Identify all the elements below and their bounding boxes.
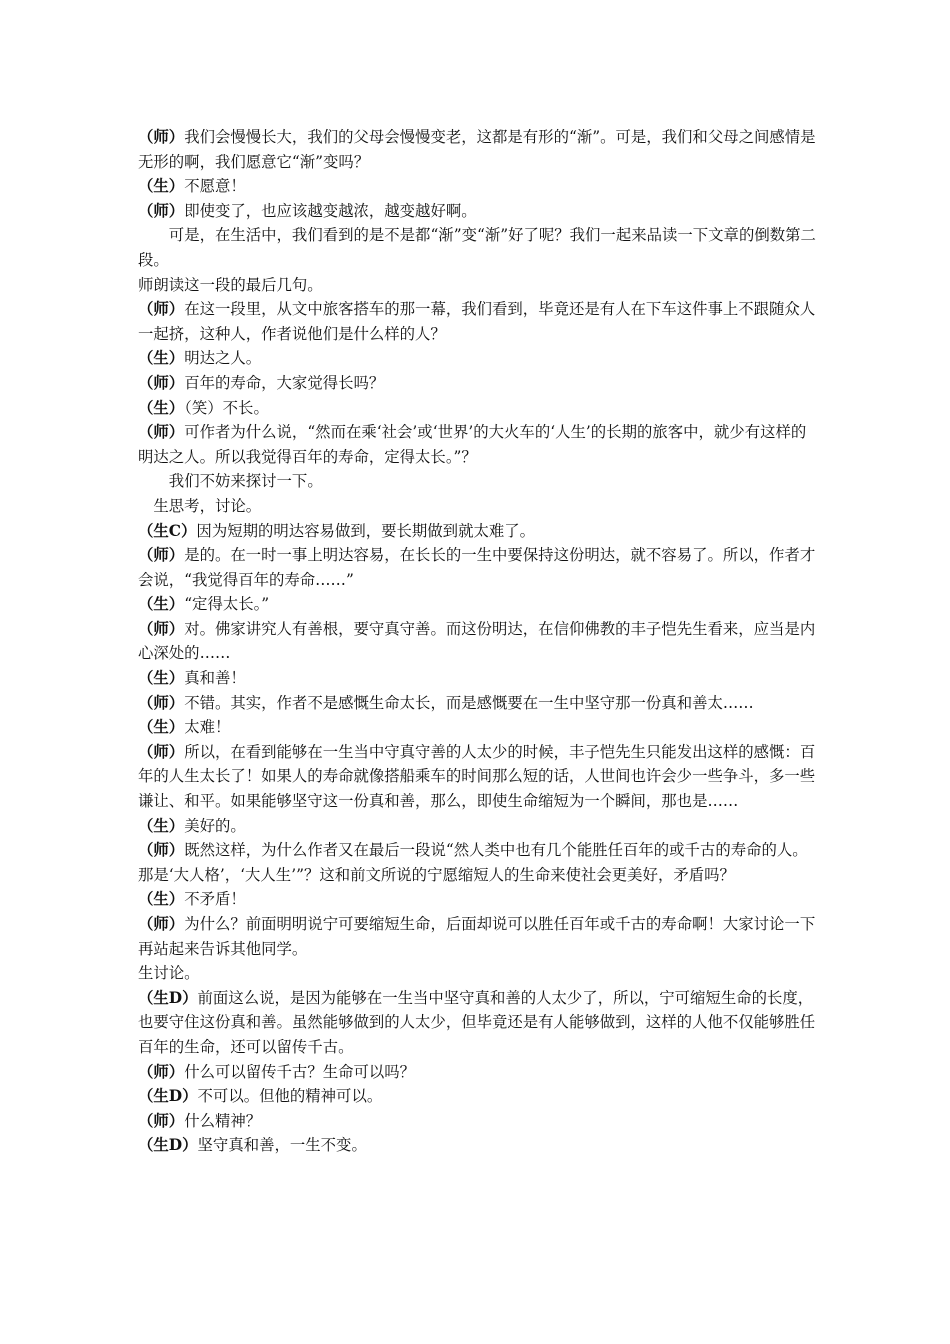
line-text: 我们不妨来探讨一下。 bbox=[168, 472, 323, 491]
dialogue-line bbox=[138, 814, 818, 839]
speaker-label: （师） bbox=[138, 201, 185, 220]
dialogue-line bbox=[138, 494, 818, 519]
line-text: 为什么？前面明明说宁可要缩短生命，后面却说可以胜任百年或千古的寿命啊！大家讨论一下再站起来告诉其他同学。 bbox=[138, 915, 816, 958]
speaker-label: （生） bbox=[138, 595, 185, 614]
line-text: 明达之人。 bbox=[184, 349, 262, 368]
line-text: 前面这么说，是因为能够在一生当中坚守真和善的人太少了，所以，宁可缩短生命的长度，也要守住这份真和善。虽然能够做到的人太少，但毕竟还是有人能够做到，这样的人他不仅能够胜任百年的生命，还可以留传千古。 bbox=[138, 988, 816, 1056]
dialogue-line bbox=[138, 1133, 818, 1158]
line-text: 太难！ bbox=[184, 718, 231, 737]
dialogue-line bbox=[138, 273, 818, 298]
dialogue-line bbox=[138, 740, 818, 814]
line-text: 百年的寿命，大家觉得长吗？ bbox=[184, 373, 385, 392]
speaker-label: （生D） bbox=[138, 988, 198, 1007]
line-text: 可是，在生活中，我们看到的是不是都“渐”变“渐”好了呢？我们一起来品读一下文章的倒数第二段。 bbox=[138, 226, 816, 269]
dialogue-line bbox=[138, 469, 818, 494]
line-text: 不错。其实，作者不是感慨生命太长，而是感慨要在一生中坚守那一份真和善太…… bbox=[184, 693, 754, 712]
line-text: 生讨论。 bbox=[138, 964, 200, 983]
line-text: 什么精神？ bbox=[184, 1111, 262, 1130]
line-text: 坚守真和善，一生不变。 bbox=[197, 1136, 367, 1155]
dialogue-line bbox=[138, 174, 818, 199]
speaker-label: （生D） bbox=[138, 1087, 198, 1106]
line-text: 真和善！ bbox=[184, 669, 246, 688]
speaker-label: （师） bbox=[138, 373, 185, 392]
dialogue-line bbox=[138, 986, 818, 1060]
dialogue-line bbox=[138, 519, 818, 544]
line-text: 因为短期的明达容易做到，要长期做到就太难了。 bbox=[196, 521, 536, 540]
dialogue-line bbox=[138, 420, 818, 469]
speaker-label: （师） bbox=[138, 300, 185, 319]
line-text: 既然这样，为什么作者又在最后一段说“然人类中也有几个能胜任百年的或千古的寿命的人。那是‘大人格’，‘大人生’”？这和前文所说的宁愿缩短人的生命来使社会更美好，矛盾吗？ bbox=[138, 841, 808, 884]
dialogue-line bbox=[138, 1109, 818, 1134]
speaker-label: （师） bbox=[138, 619, 185, 638]
dialogue-line bbox=[138, 223, 818, 272]
dialogue-line bbox=[138, 543, 818, 592]
dialogue-line bbox=[138, 396, 818, 421]
dialogue-line bbox=[138, 592, 818, 617]
speaker-label: （生） bbox=[138, 816, 185, 835]
dialogue-line bbox=[138, 666, 818, 691]
dialogue-line bbox=[138, 1060, 818, 1085]
speaker-label: （生C） bbox=[138, 521, 197, 540]
dialogue-line bbox=[138, 125, 818, 174]
line-text: 是的。在一时一事上明达容易，在长长的一生中要保持这份明达，就不容易了。所以，作者才会说，“我觉得百年的寿命……” bbox=[138, 546, 816, 589]
line-text: 师朗读这一段的最后几句。 bbox=[138, 275, 323, 294]
speaker-label: （师） bbox=[138, 693, 185, 712]
dialogue-line bbox=[138, 297, 818, 346]
dialogue-line bbox=[138, 346, 818, 371]
line-text: 美好的。 bbox=[184, 816, 246, 835]
speaker-label: （师） bbox=[138, 546, 185, 565]
speaker-label: （师） bbox=[138, 1062, 185, 1081]
line-text: 所以，在看到能够在一生当中守真守善的人太少的时候，丰子恺先生只能发出这样的感慨：百年的人生太长了！如果人的寿命就像搭船乘车的时间那么短的话，人世间也许会少一些争斗，多一些谦让、和平。如果能够坚守这一份真和善，那么，即使生命缩短为一个瞬间，那也是…… bbox=[138, 742, 816, 811]
dialogue-line bbox=[138, 199, 818, 224]
speaker-label: （生） bbox=[138, 718, 185, 737]
dialogue-line bbox=[138, 715, 818, 740]
speaker-label: （师） bbox=[138, 1111, 185, 1130]
dialogue-line bbox=[138, 838, 818, 887]
line-text: （笑）不长。 bbox=[184, 398, 269, 417]
line-text: 即使变了，也应该越变越浓，越变越好啊。 bbox=[184, 201, 477, 220]
dialogue-line bbox=[138, 1084, 818, 1109]
line-text: 生思考，讨论。 bbox=[153, 496, 262, 515]
speaker-label: （生D） bbox=[138, 1136, 198, 1155]
line-text: 不矛盾！ bbox=[184, 890, 246, 909]
speaker-label: （生） bbox=[138, 669, 185, 688]
dialogue-line bbox=[138, 961, 818, 986]
speaker-label: （生） bbox=[138, 177, 185, 196]
line-text: 不愿意！ bbox=[184, 177, 246, 196]
line-text: 可作者为什么说，“然而在乘‘社会’或‘世界’的大火车的‘人生’的长期的旅客中，就少有这样的明达之人。所以我觉得百年的寿命，定得太长。”？ bbox=[138, 423, 807, 466]
speaker-label: （师） bbox=[138, 128, 185, 146]
speaker-label: （师） bbox=[138, 423, 185, 442]
line-text: 我们会慢慢长大，我们的父母会慢慢变老，这都是有形的“渐”。可是，我们和父母之间感情是无形的啊，我们愿意它“渐”变吗？ bbox=[138, 128, 816, 171]
speaker-label: （生） bbox=[138, 890, 185, 909]
speaker-label: （师） bbox=[138, 742, 185, 761]
speaker-label: （师） bbox=[138, 915, 185, 933]
dialogue-line bbox=[138, 617, 818, 666]
speaker-label: （生） bbox=[138, 349, 185, 368]
speaker-label: （师） bbox=[138, 841, 185, 860]
dialogue-line bbox=[138, 912, 818, 961]
dialogue-line bbox=[138, 691, 818, 716]
dialogue-line bbox=[138, 887, 818, 912]
line-text: 在这一段里，从文中旅客搭车的那一幕，我们看到，毕竟还是有人在下车这件事上不跟随众人一起挤，这种人，作者说他们是什么样的人？ bbox=[138, 300, 816, 343]
document-body bbox=[138, 125, 818, 1158]
line-text: 对。佛家讲究人有善根，要守真守善。而这份明达，在信仰佛教的丰子恺先生看来，应当是内心深处的…… bbox=[138, 619, 816, 663]
line-text: “定得太长。” bbox=[184, 595, 270, 614]
line-text: 不可以。但他的精神可以。 bbox=[197, 1087, 383, 1106]
line-text: 什么可以留传千古？生命可以吗？ bbox=[184, 1062, 416, 1081]
speaker-label: （生） bbox=[138, 398, 185, 417]
dialogue-line bbox=[138, 371, 818, 396]
